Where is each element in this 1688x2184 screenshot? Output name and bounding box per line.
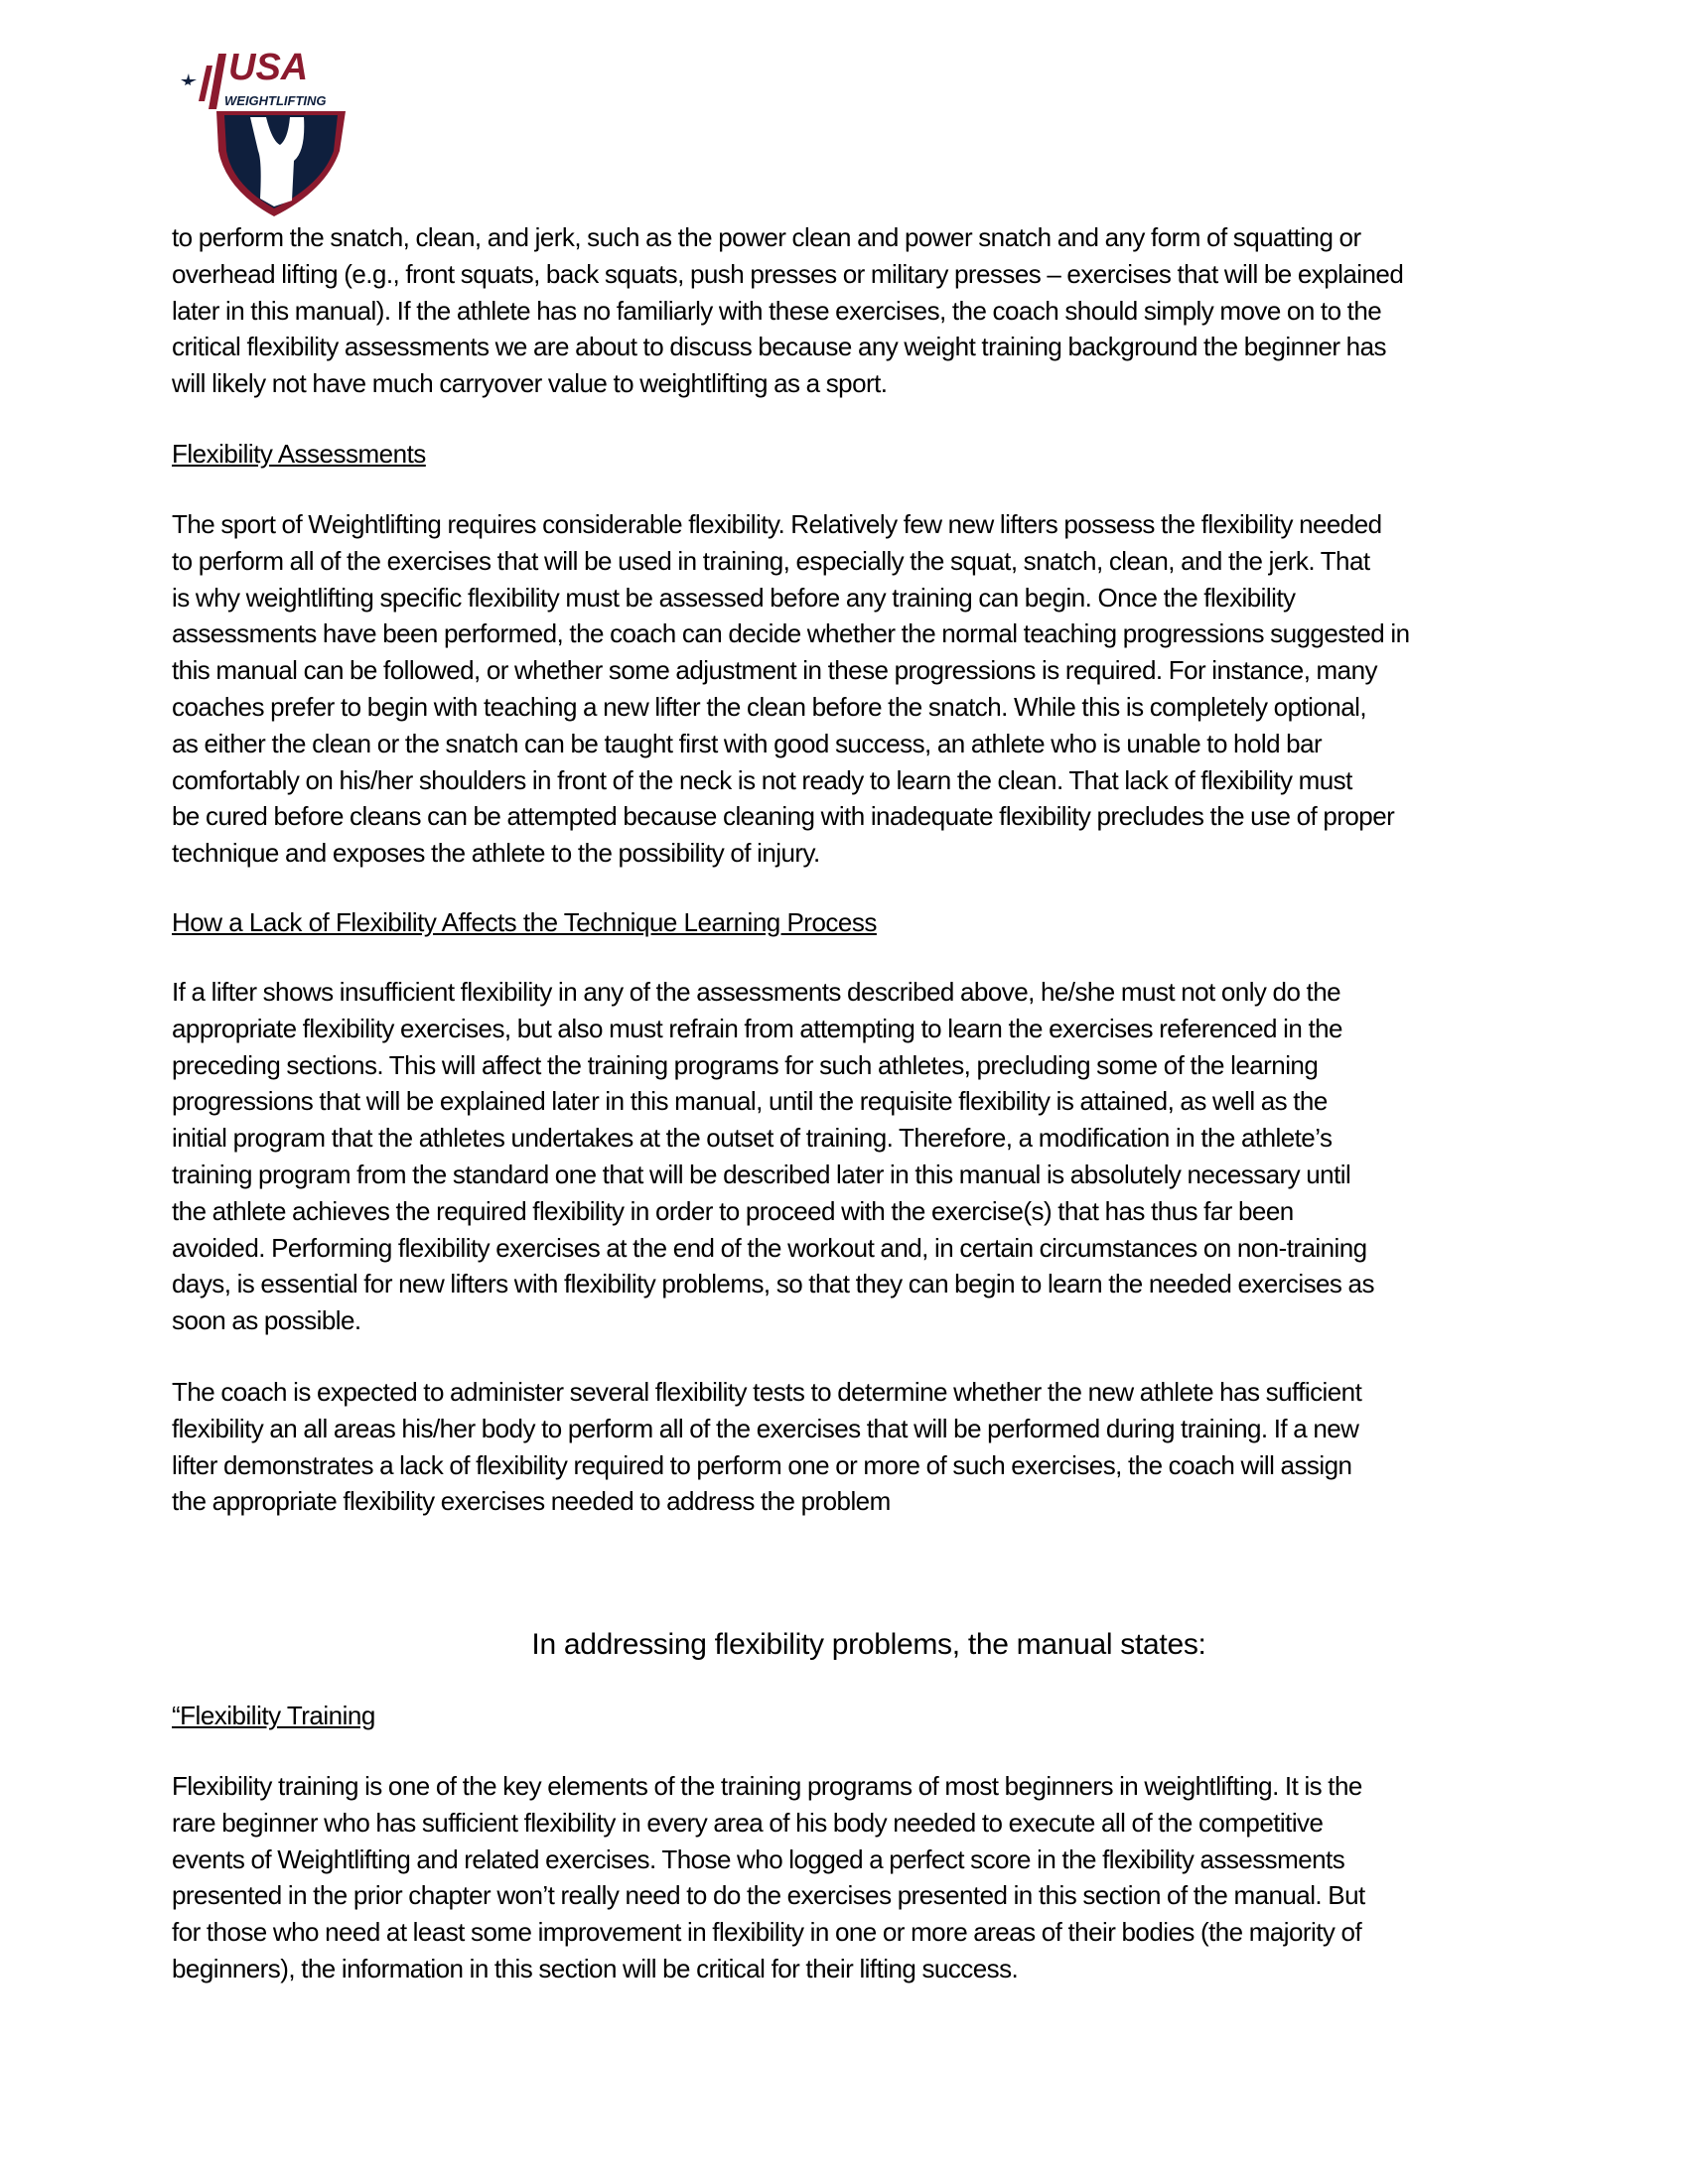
paragraph-intro-continued	[172, 219, 1582, 402]
heading-flexibility-assessments: Flexibility Assessments	[172, 439, 426, 469]
text-line: initial program that the athletes undertakes at the outset of training. Therefore, a modification in the athlete’s	[172, 1123, 1333, 1154]
text-line: later in this manual). If the athlete has no familiarly with these exercises, the coach should simply move on to the	[172, 295, 1382, 326]
text-line: assessments have been performed, the coach can decide whether the normal teaching progressions suggested in	[172, 618, 1410, 649]
text-line: comfortably on his/her shoulders in front of the neck is not ready to learn the clean. That lack of flexibility must	[172, 764, 1352, 795]
text-line: to perform the snatch, clean, and jerk, such as the power clean and power snatch and any form of squatting or	[172, 222, 1361, 252]
text-line: appropriate flexibility exercises, but also must refrain from attempting to learn the exercises referenced in the	[172, 1013, 1342, 1043]
paragraph-flexibility-training	[172, 1768, 1582, 1987]
text-line: will likely not have much carryover value to weightlifting as a sport.	[172, 368, 888, 399]
text-line: soon as possible.	[172, 1305, 361, 1336]
text-line: coaches prefer to begin with teaching a new lifter the clean before the snatch. While this is completely optional,	[172, 691, 1367, 722]
text-line: events of Weightlifting and related exercises. Those who logged a perfect score in the flexibility assessments	[172, 1843, 1345, 1874]
text-line: The sport of Weightlifting requires considerable flexibility. Relatively few new lifters possess the flexibility needed	[172, 509, 1382, 539]
text-line: rare beginner who has sufficient flexibility in every area of his body needed to execute all of the competitive	[172, 1807, 1324, 1838]
logo-text-weightlifting: WEIGHTLIFTING	[224, 93, 327, 108]
text-line: preceding sections. This will affect the training programs for such athletes, precluding some of the learning	[172, 1049, 1319, 1080]
paragraph-flexibility-assessments	[172, 506, 1582, 872]
heading-flexibility-training: “Flexibility Training	[172, 1701, 375, 1730]
text-line: overhead lifting (e.g., front squats, back squats, push presses or military presses – exercises that will be explained	[172, 258, 1404, 289]
text-line: critical flexibility assessments we are about to discuss because any weight training background the beginner has	[172, 332, 1386, 362]
text-line: If a lifter shows insufficient flexibility in any of the assessments described above, he/she must not only do the	[172, 977, 1341, 1007]
logo-text-usa: USA	[228, 47, 309, 88]
paragraph-lack-of-flexibility	[172, 974, 1582, 1339]
text-line: avoided. Performing flexibility exercises at the end of the workout and, in certain circumstances on non-training	[172, 1232, 1367, 1263]
text-line: be cured before cleans can be attempted because cleaning with inadequate flexibility precludes the use of proper	[172, 801, 1395, 832]
text-line: to perform all of the exercises that will be used in training, especially the squat, snatch, clean, and the jerk. That	[172, 545, 1370, 576]
text-line: the athlete achieves the required flexibility in order to proceed with the exercise(s) that has thus far been	[172, 1195, 1294, 1226]
text-line: training program from the standard one that will be described later in this manual is absolutely necessary until	[172, 1159, 1351, 1189]
text-line: flexibility an all areas his/her body to perform all of the exercises that will be performed during training. If a new	[172, 1413, 1359, 1443]
text-line: as either the clean or the snatch can be taught first with good success, an athlete who is unable to hold bar	[172, 728, 1323, 758]
text-line: is why weightlifting specific flexibility must be assessed before any training can begin. Once the flexibility	[172, 582, 1296, 613]
text-line: Flexibility training is one of the key elements of the training programs of most beginners in weightlifting. It is the	[172, 1771, 1362, 1801]
text-line: for those who need at least some improvement in flexibility in one or more areas of their bodies (the majority of	[172, 1917, 1362, 1948]
text-line: presented in the prior chapter won’t really need to do the exercises presented in this section of the manual. But	[172, 1880, 1365, 1911]
text-line: the appropriate flexibility exercises needed to address the problem	[172, 1486, 891, 1517]
usa-weightlifting-logo	[177, 46, 357, 216]
text-line: lifter demonstrates a lack of flexibility required to perform one or more of such exercises, the coach will assign	[172, 1449, 1352, 1480]
text-line: this manual can be followed, or whether some adjustment in these progressions is required. For instance, many	[172, 655, 1377, 686]
text-line: technique and exposes the athlete to the possibility of injury.	[172, 838, 820, 869]
text-line: beginners), the information in this section will be critical for their lifting success.	[172, 1953, 1019, 1983]
heading-lack-of-flexibility: How a Lack of Flexibility Affects the Technique Learning Process	[172, 907, 877, 937]
paragraph-flexibility-tests	[172, 1374, 1582, 1520]
centered-statement: In addressing flexibility problems, the manual states:	[531, 1628, 1206, 1661]
text-line: progressions that will be explained later in this manual, until the requisite flexibility is attained, as well as the	[172, 1086, 1328, 1117]
text-line: days, is essential for new lifters with flexibility problems, so that they can begin to learn the needed exercises as	[172, 1269, 1374, 1299]
text-line: The coach is expected to administer several flexibility tests to determine whether the new athlete has sufficient	[172, 1377, 1362, 1407]
